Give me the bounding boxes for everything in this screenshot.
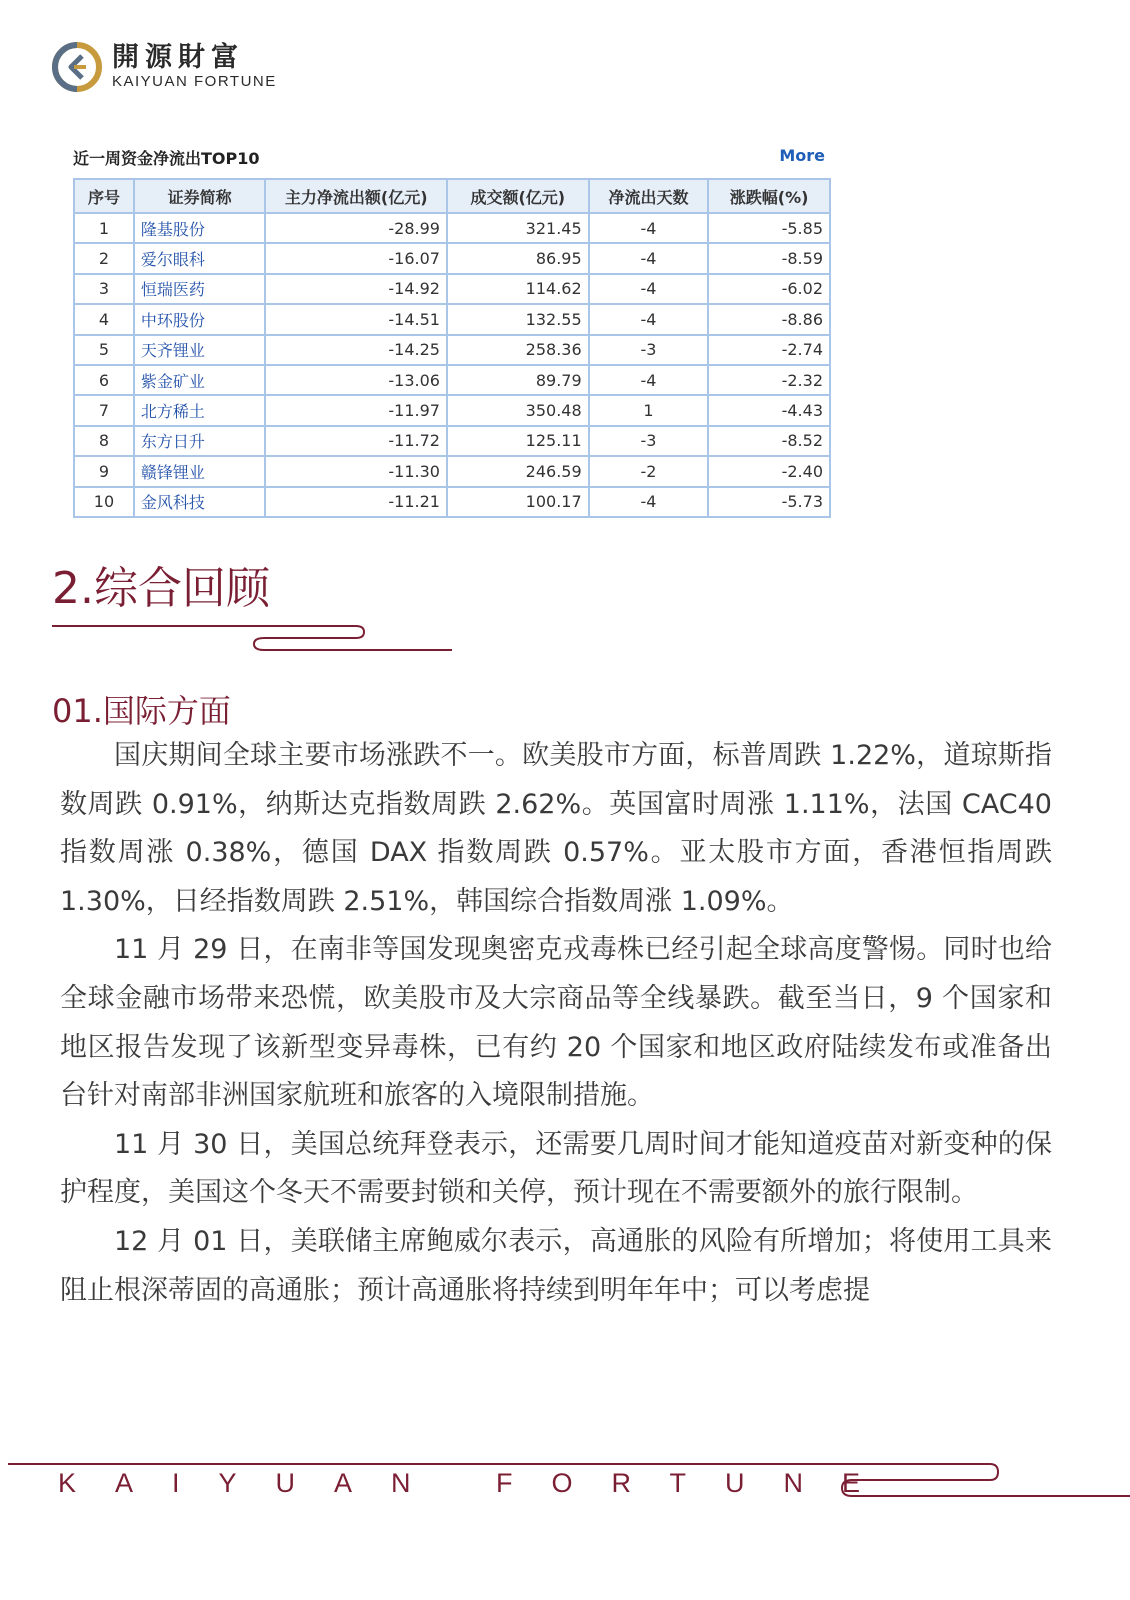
cell-turnover: 350.48 [447,395,589,425]
cell-outflow-days: -3 [589,335,709,365]
cell-index: 2 [74,243,134,273]
column-header: 序号 [74,179,134,213]
cell-net-outflow: -13.06 [265,365,447,395]
footer-brand-text: KAIYUAN FORTUNE [58,1468,900,1498]
cell-stock-name[interactable]: 东方日升 [134,426,266,456]
cell-change-pct: -8.86 [708,304,830,334]
table-row [74,335,830,365]
table-header-bar [73,146,831,170]
cell-outflow-days: -4 [589,243,709,273]
cell-outflow-days: -2 [589,456,709,486]
cell-turnover: 246.59 [447,456,589,486]
cell-outflow-days: -4 [589,213,709,243]
cell-stock-name[interactable]: 隆基股份 [134,213,266,243]
net-outflow-table [73,178,831,518]
more-link[interactable]: More [779,146,825,165]
cell-net-outflow: -14.25 [265,335,447,365]
cell-change-pct: -4.43 [708,395,830,425]
cell-stock-name[interactable]: 恒瑞医药 [134,274,266,304]
cell-change-pct: -2.74 [708,335,830,365]
cell-index: 6 [74,365,134,395]
brand-name-en: KAIYUAN FORTUNE [112,73,277,90]
cell-stock-name[interactable]: 金风科技 [134,487,266,517]
section-heading: 2.综合回顾 [52,563,270,614]
cell-outflow-days: 1 [589,395,709,425]
table-row [74,274,830,304]
cell-outflow-days: -4 [589,487,709,517]
cell-net-outflow: -11.21 [265,487,447,517]
paragraph: 12 月 01 日，美联储主席鲍威尔表示，高通胀的风险有所增加；将使用工具来阻止根深蒂固的高通胀；预计高通胀将持续到明年年中；可以考虑提 [60,1225,1052,1306]
cell-turnover: 258.36 [447,335,589,365]
table-header-row [74,179,830,213]
cell-outflow-days: -4 [589,274,709,304]
table-row [74,365,830,395]
table-row [74,213,830,243]
brand-logo [52,40,277,94]
column-header: 证券简称 [134,179,266,213]
cell-net-outflow: -28.99 [265,213,447,243]
cell-index: 7 [74,395,134,425]
cell-outflow-days: -4 [589,304,709,334]
paragraph: 11 月 29 日，在南非等国发现奥密克戎毒株已经引起全球高度警惕。同时也给全球金融市场带来恐慌，欧美股市及大宗商品等全线暴跌。截至当日，9 个国家和地区报告发现了该新型变异毒株，已有约 20 个国家和地区政府陆续发布或准备出台针对南部非洲国家航班和旅客的入境限制措施。 [60,934,1052,1112]
cell-index: 5 [74,335,134,365]
table-row [74,395,830,425]
cell-change-pct: -8.52 [708,426,830,456]
cell-turnover: 321.45 [447,213,589,243]
paragraph: 国庆期间全球主要市场涨跌不一。欧美股市方面，标普周跌 1.22%，道琼斯指数周跌 0.91%，纳斯达克指数周跌 2.62%。英国富时周涨 1.11%，法国 CAC40 指数周涨 0.38%，德国 DAX 指数周跌 0.57%。亚太股市方面，香港恒指周跌 1.30%，日经指数周跌 2.51%，韩国综合指数周涨 1.09%。 [60,740,1052,917]
paragraph: 11 月 30 日，美国总统拜登表示，还需要几周时间才能知道疫苗对新变种的保护程度，美国这个冬天不需要封锁和关停，预计现在不需要额外的旅行限制。 [60,1128,1052,1209]
table-row [74,304,830,334]
cell-outflow-days: -3 [589,426,709,456]
cell-stock-name[interactable]: 天齐锂业 [134,335,266,365]
column-header: 涨跌幅(%) [708,179,830,213]
cell-turnover: 132.55 [447,304,589,334]
column-header: 主力净流出额(亿元) [265,179,447,213]
kaiyuan-logo-icon [52,42,102,92]
column-header: 净流出天数 [589,179,709,213]
cell-change-pct: -5.73 [708,487,830,517]
cell-change-pct: -6.02 [708,274,830,304]
cell-index: 1 [74,213,134,243]
cell-net-outflow: -11.97 [265,395,447,425]
cell-outflow-days: -4 [589,365,709,395]
cell-index: 9 [74,456,134,486]
cell-net-outflow: -11.72 [265,426,447,456]
cell-net-outflow: -16.07 [265,243,447,273]
table-row [74,456,830,486]
cell-turnover: 89.79 [447,365,589,395]
cell-change-pct: -5.85 [708,213,830,243]
cell-change-pct: -2.32 [708,365,830,395]
cell-net-outflow: -14.92 [265,274,447,304]
cell-stock-name[interactable]: 北方稀土 [134,395,266,425]
cell-turnover: 114.62 [447,274,589,304]
cell-net-outflow: -14.51 [265,304,447,334]
cell-net-outflow: -11.30 [265,456,447,486]
article-body [60,732,1052,1315]
cell-turnover: 125.11 [447,426,589,456]
table-row [74,487,830,517]
brand-name-cn: 開源財富 [112,42,244,73]
cell-turnover: 100.17 [447,487,589,517]
table-title: 近一周资金净流出TOP10 [73,149,260,168]
cell-index: 8 [74,426,134,456]
cell-index: 4 [74,304,134,334]
cell-stock-name[interactable]: 中环股份 [134,304,266,334]
heading-divider [52,620,452,654]
cell-stock-name[interactable]: 赣锋锂业 [134,456,266,486]
column-header: 成交额(亿元) [447,179,589,213]
cell-index: 10 [74,487,134,517]
cell-index: 3 [74,274,134,304]
cell-stock-name[interactable]: 爱尔眼科 [134,243,266,273]
cell-change-pct: -2.40 [708,456,830,486]
cell-stock-name[interactable]: 紫金矿业 [134,365,266,395]
table-row [74,426,830,456]
cell-change-pct: -8.59 [708,243,830,273]
cell-turnover: 86.95 [447,243,589,273]
subsection-heading: 01.国际方面 [52,692,231,730]
table-row [74,243,830,273]
